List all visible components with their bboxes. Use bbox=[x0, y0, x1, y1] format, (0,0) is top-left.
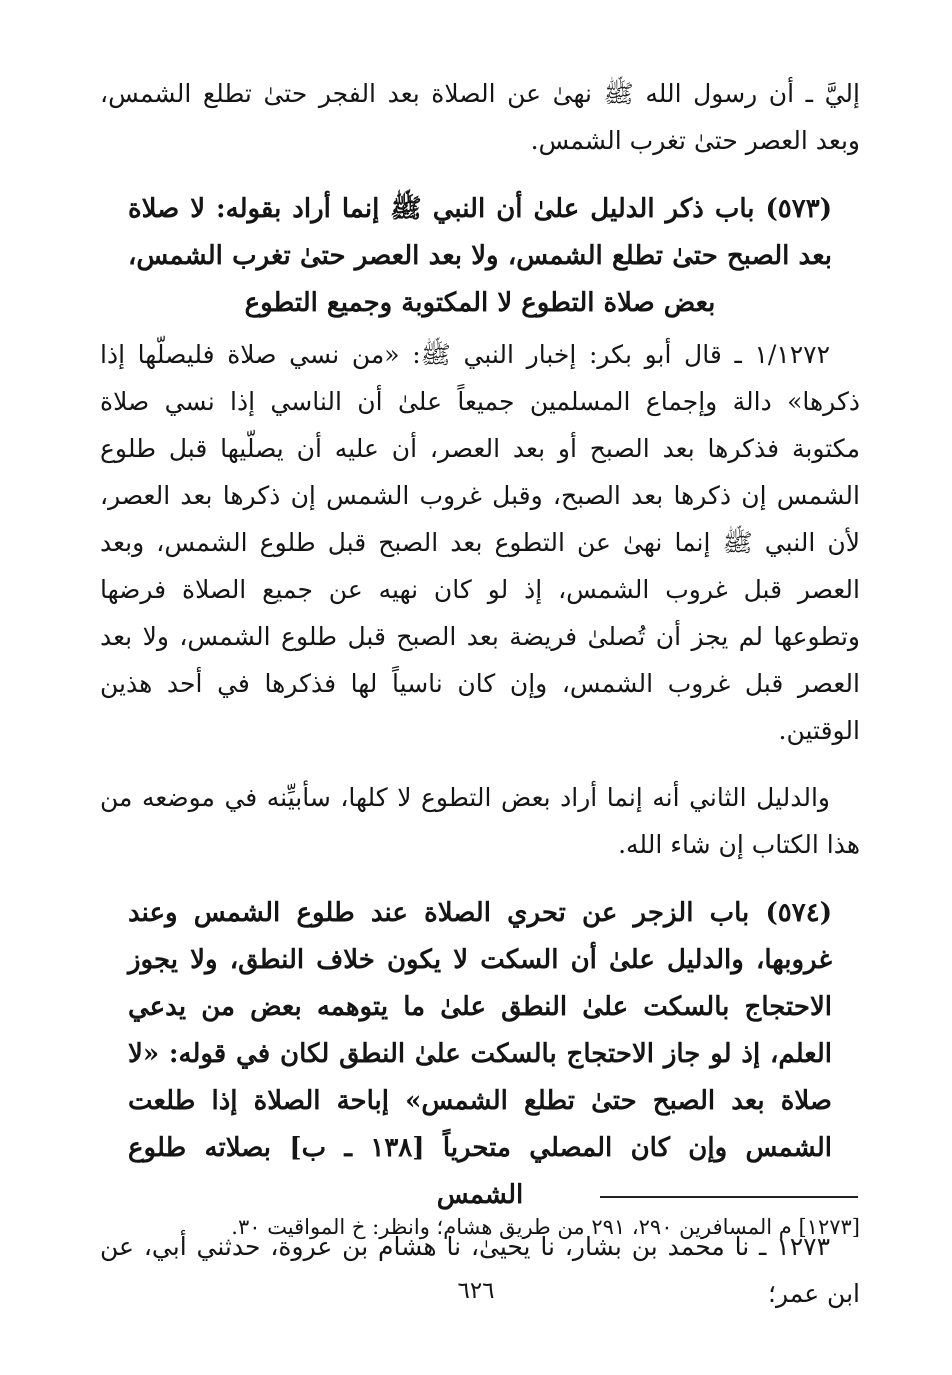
chapter-heading-573: (٥٧٣) باب ذكر الدليل علىٰ أن النبي ﷺ إنما أراد بقوله: لا صلاة بعد الصبح حتىٰ تطلع الشمس، ولا بعد العصر حتىٰ تغرب الشمس، بعض صلاة التطوع لا المكتوبة وجميع التطوع bbox=[128, 194, 832, 318]
hadith-1273: ١٢٧٣ ـ نا محمد بن بشار، نا يحيىٰ، نا هشام بن عروة، حدثني أبي، عن ابن عمر؛ bbox=[100, 1232, 860, 1308]
page-body bbox=[100, 70, 860, 1330]
chapter-heading-574: (٥٧٤) باب الزجر عن تحري الصلاة عند طلوع الشمس وعند غروبها، والدليل علىٰ أن السكت لا يكون خلاف النطق، ولا يجوز الاحتجاج بالسكت علىٰ النطق علىٰ ما يتوهمه بعض من يدعي العلم، إذ لو جاز الاحتجاج بالسكت علىٰ النطق لكان في قوله: «لا صلاة بعد الصبح حتىٰ تطلع الشمس» إباحة الصلاة إذا طلعت الشمس وإن كان المصلي متحرياً [١٣٨ ـ ب] بصلاته طلوع الشمس bbox=[128, 898, 832, 1210]
footnote: [١٢٧٣] م المسافرين ٢٩٠، ٢٩١ من طريق هشام؛ وانظر: خ المواقيت ٣٠. bbox=[231, 1215, 860, 1239]
spacer bbox=[100, 754, 860, 774]
paragraph-continuation: إليَّ ـ أن رسول الله ﷺ نهىٰ عن الصلاة بعد الفجر حتىٰ تطلع الشمس، وبعد العصر حتىٰ تغرب الشمس. bbox=[100, 79, 860, 155]
footnote-divider bbox=[600, 1196, 858, 1198]
hadith-1272: ١/١٢٧٢ ـ قال أبو بكر: إخبار النبي ﷺ: «من نسي صلاة فليصلّها إذا ذكرها» دالة وإجماع المسلمين جميعاً علىٰ أن الناسي إذا نسي صلاة مكتوبة فذكرها بعد الصبح أو بعد العصر، أن عليه أن يصلّيها قبل طلوع الشمس إن ذكرها بعد الصبح، وقبل غروب الشمس إن ذكرها بعد العصر، لأن النبي ﷺ إنما نهىٰ عن التطوع بعد الصبح قبل طلوع الشمس، وبعد العصر قبل غروب الشمس، إذ لو كان نهيه عن جميع الصلاة فرضها وتطوعها لم يجز أن تُصلىٰ فريضة بعد الصبح قبل طلوع الشمس، ولا بعد العصر قبل غروب الشمس، وإن كان ناسياً لها فذكرها في أحد هذين الوقتين. bbox=[100, 340, 860, 745]
page-number: ٦٢٦ bbox=[457, 1278, 495, 1304]
paragraph-second-proof: والدليل الثاني أنه إنما أراد بعض التطوع لا كلها، سأبيِّنه في موضعه من هذا الكتاب إن شاء الله. bbox=[100, 783, 860, 859]
